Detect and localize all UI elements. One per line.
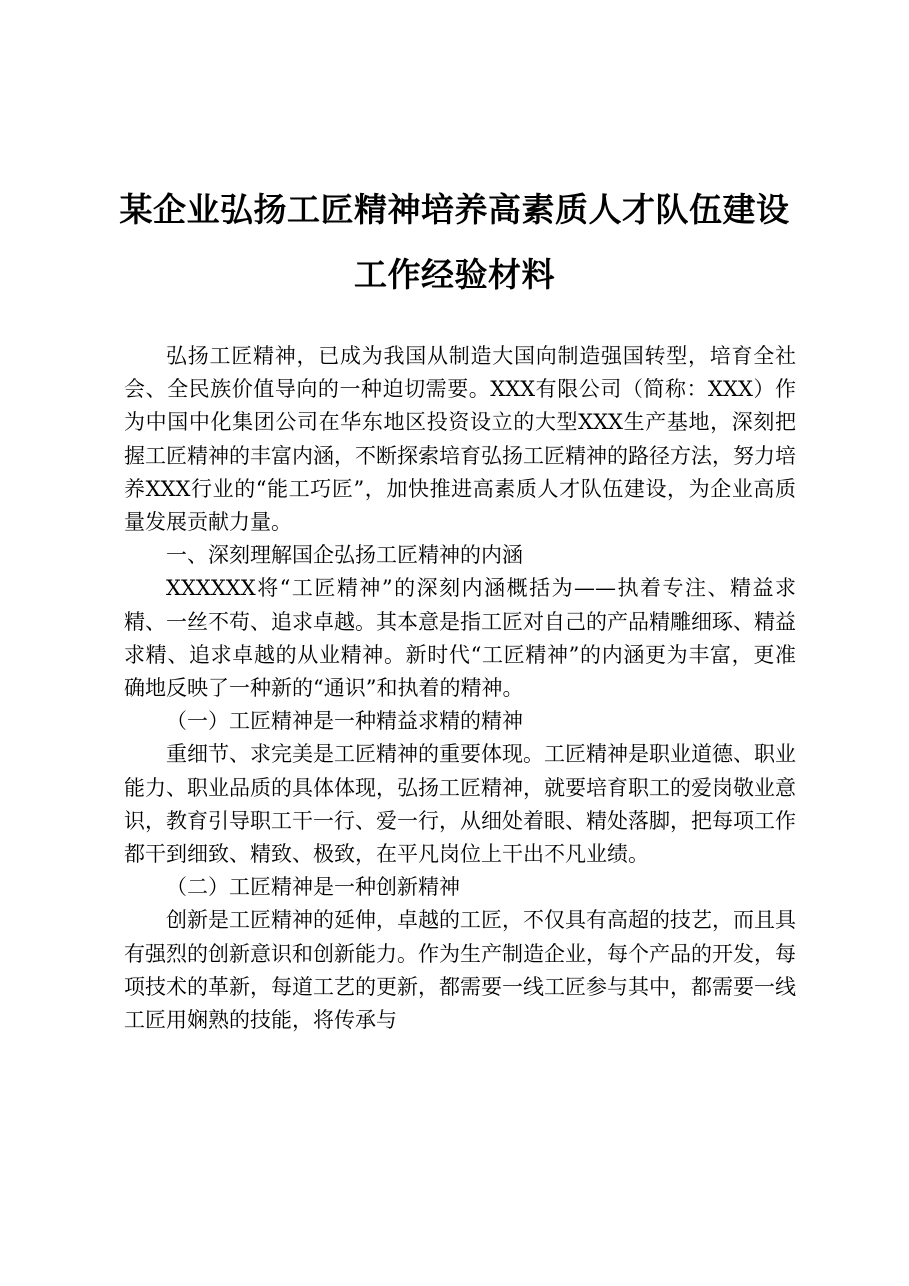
- subsection-2-paragraph: 创新是工匠精神的延伸，卓越的工匠，不仅具有高超的技艺，而且具有强烈的创新意识和创新能力。作为生产制造企业，每个产品的开发，每项技术的革新，每道工艺的更新，都需要一线工匠参与其中，都需要一线工匠用娴熟的技能，将传承与: [124, 908, 796, 1033]
- subsection-1-paragraph: 重细节、求完美是工匠精神的重要体现。工匠精神是职业道德、职业能力、职业品质的具体体现，弘扬工匠精神，就要培育职工的爱岗敬业意识，教育引导职工干一行、爱一行，从细处着眼、精处落脚，把每项工作都干到细致、精致、极致，在平凡岗位上干出不凡业绩。: [124, 742, 796, 867]
- document-body: [124, 340, 796, 1037]
- section-heading-1: 一、深刻理解国企弘扬工匠精神的内涵: [166, 543, 523, 568]
- intro-paragraph: 弘扬工匠精神，已成为我国从制造大国向制造强国转型，培育全社会、全民族价值导向的一种迫切需要。XXX有限公司（简称：XXX）作为中国中化集团公司在华东地区投资设立的大型XXX生产基地，深刻把握工匠精神的丰富内涵，不断探索培育弘扬工匠精神的路径方法，努力培养XXX行业的“能工巧匠”，加快推进高素质人才队伍建设，为企业高质量发展贡献力量。: [124, 344, 796, 535]
- document-title-line-1: 某企业弘扬工匠精神培养高素质人才队伍建设: [119, 190, 790, 229]
- section-1-paragraph: XXXXXX将“工匠精神”的深刻内涵概括为——执着专注、精益求精、一丝不苟、追求卓越。其本意是指工匠对自己的产品精雕细琢、精益求精、追求卓越的从业精神。新时代“工匠精神”的内涵更为丰富，更准确地反映了一种新的“通识”和执着的精神。: [124, 576, 796, 701]
- document-title-line-2: 工作经验材料: [354, 255, 555, 294]
- subsection-heading-1: （一）工匠精神是一种精益求精的精神: [166, 709, 523, 734]
- subsection-heading-2: （二）工匠精神是一种创新精神: [166, 875, 460, 900]
